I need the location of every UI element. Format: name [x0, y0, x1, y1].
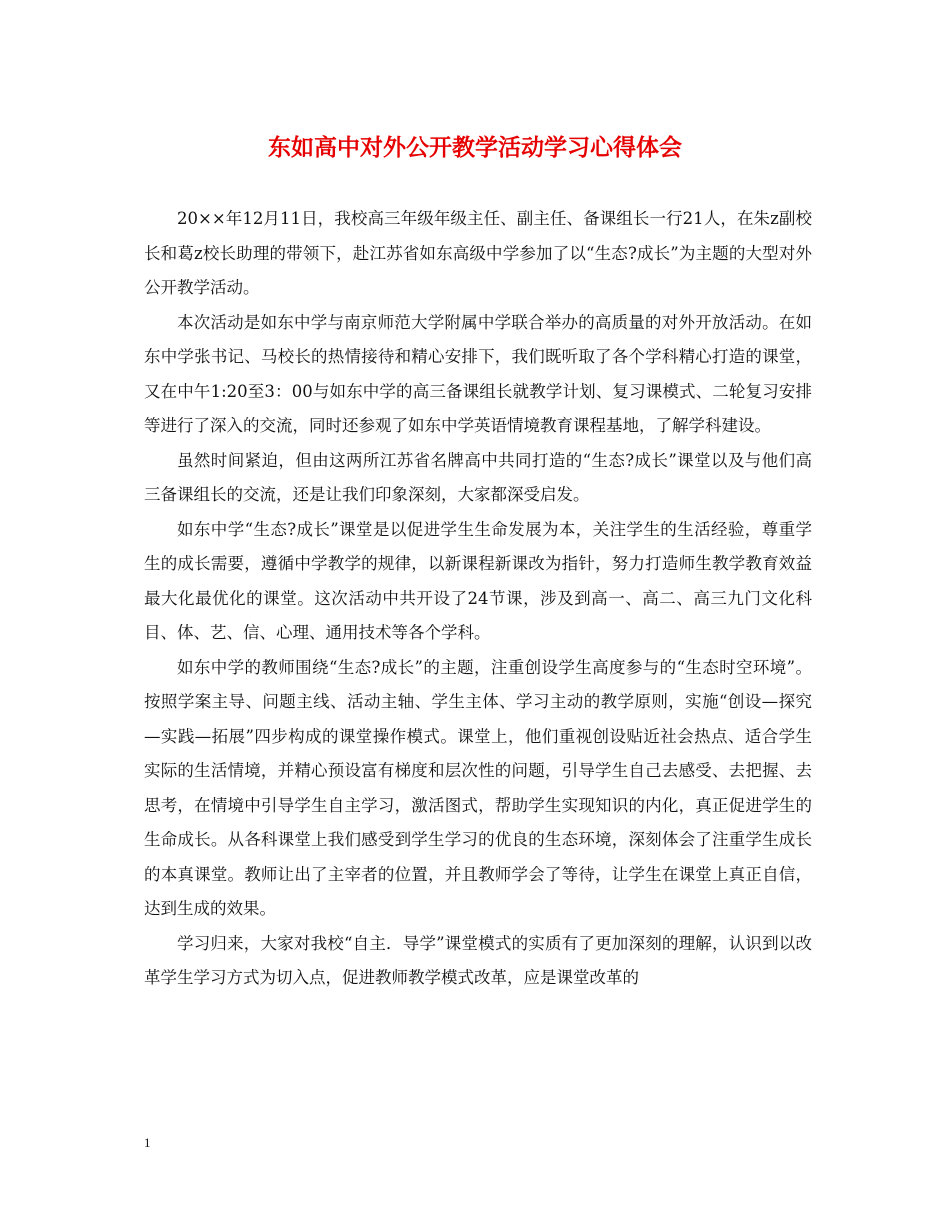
paragraph-1: 20××年12月11日，我校高三年级年级主任、副主任、备课组长一行21人，在朱z副校长和葛z校长助理的带领下，赴江苏省如东高级中学参加了以“生态?成长”为主题的大型对外公开教学活动。 — [144, 209, 812, 297]
paragraph-6: 学习归来，大家对我校“自主．导学”课堂模式的实质有了更加深刻的理解，认识到以改革学生学习方式为切入点，促进教师教学模式改革，应是课堂改革的 — [144, 933, 812, 987]
paragraph-3: 虽然时间紧迫，但由这两所江苏省名牌高中共同打造的“生态?成长”课堂以及与他们高三备课组长的交流，还是让我们印象深刻，大家都深受启发。 — [144, 450, 812, 504]
document-body — [144, 202, 812, 996]
paragraph-5: 如东中学的教师围绕“生态?成长”的主题，注重创设学生高度参与的“生态时空环境”。 按照学案主导、问题主线、活动主轴、学生主体、学习主动的教学原则，实施“创设—探究—实践—拓展”四步构成的课堂操作模式。课堂上，他们重视创设贴近社会热点、适合学生实际的生活情境，并精心预设富有梯度和层次性的问题，引导学生自己去感受、去把握、去思考，在情境中引导学生自主学习，激活图式，帮助学生实现知识的内化，真正促进学生的生命成长。从各科课堂上我们感受到学生学习的优良的生态环境，深刻体会了注重学生成长的本真课堂。教师让出了主宰者的位置，并且教师学会了等待，让学生在课堂上真正自信，达到生成的效果。 — [144, 657, 812, 918]
paragraph-4: 如东中学“生态?成长”课堂是以促进学生生命发展为本，关注学生的生活经验，尊重学生的成长需要，遵循中学教学的规律，以新课程新课改为指针，努力打造师生教学教育效益最大化最优化的课堂。这次活动中共开设了24节课，涉及到高一、高二、高三九门文化科目、体、艺、信、心理、通用技术等各个学科。 — [144, 519, 812, 642]
document-title: 东如高中对外公开教学活动学习心得体会 — [268, 134, 682, 161]
paragraph-2: 本次活动是如东中学与南京师范大学附属中学联合举办的高质量的对外开放活动。在如东中学张书记、马校长的热情接待和精心安排下，我们既听取了各个学科精心打造的课堂，又在中午1:20至3：00与如东中学的高三备课组长就教学计划、复习课模式、二轮复习安排等进行了深入的交流，同时还参观了如东中学英语情境教育课程基地，了解学科建设。 — [144, 312, 812, 435]
page-number: 1 — [144, 1135, 151, 1150]
